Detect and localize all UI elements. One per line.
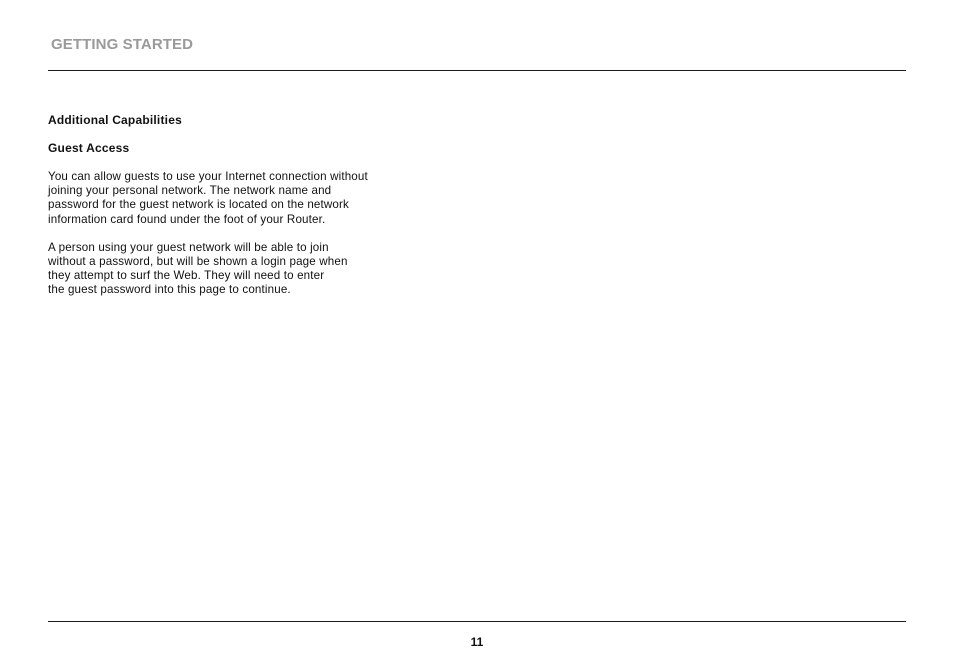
text-line: joining your personal network. The network name and	[48, 184, 332, 198]
main-content	[48, 112, 428, 298]
text-line: without a password, but will be shown a login page when	[48, 255, 348, 269]
text-line: A person using your guest network will be able to join	[48, 240, 329, 254]
header-divider	[48, 70, 906, 71]
text-line: You can allow guests to use your Internet connection without	[48, 170, 368, 183]
section-heading: Additional Capabilities	[48, 113, 182, 127]
page-number: 11	[470, 635, 484, 649]
text-line: the guest password into this page to continue.	[48, 283, 291, 297]
paragraph-guest-intro	[48, 170, 428, 227]
paragraph-guest-login	[48, 241, 428, 298]
text-line: they attempt to surf the Web. They will need to enter	[48, 269, 325, 283]
footer-divider	[48, 621, 906, 622]
subsection-heading: Guest Access	[48, 141, 130, 155]
section-title: GETTING STARTED	[51, 36, 194, 53]
text-line: password for the guest network is located on the network	[48, 198, 349, 212]
text-line: information card found under the foot of your Router.	[48, 212, 326, 226]
